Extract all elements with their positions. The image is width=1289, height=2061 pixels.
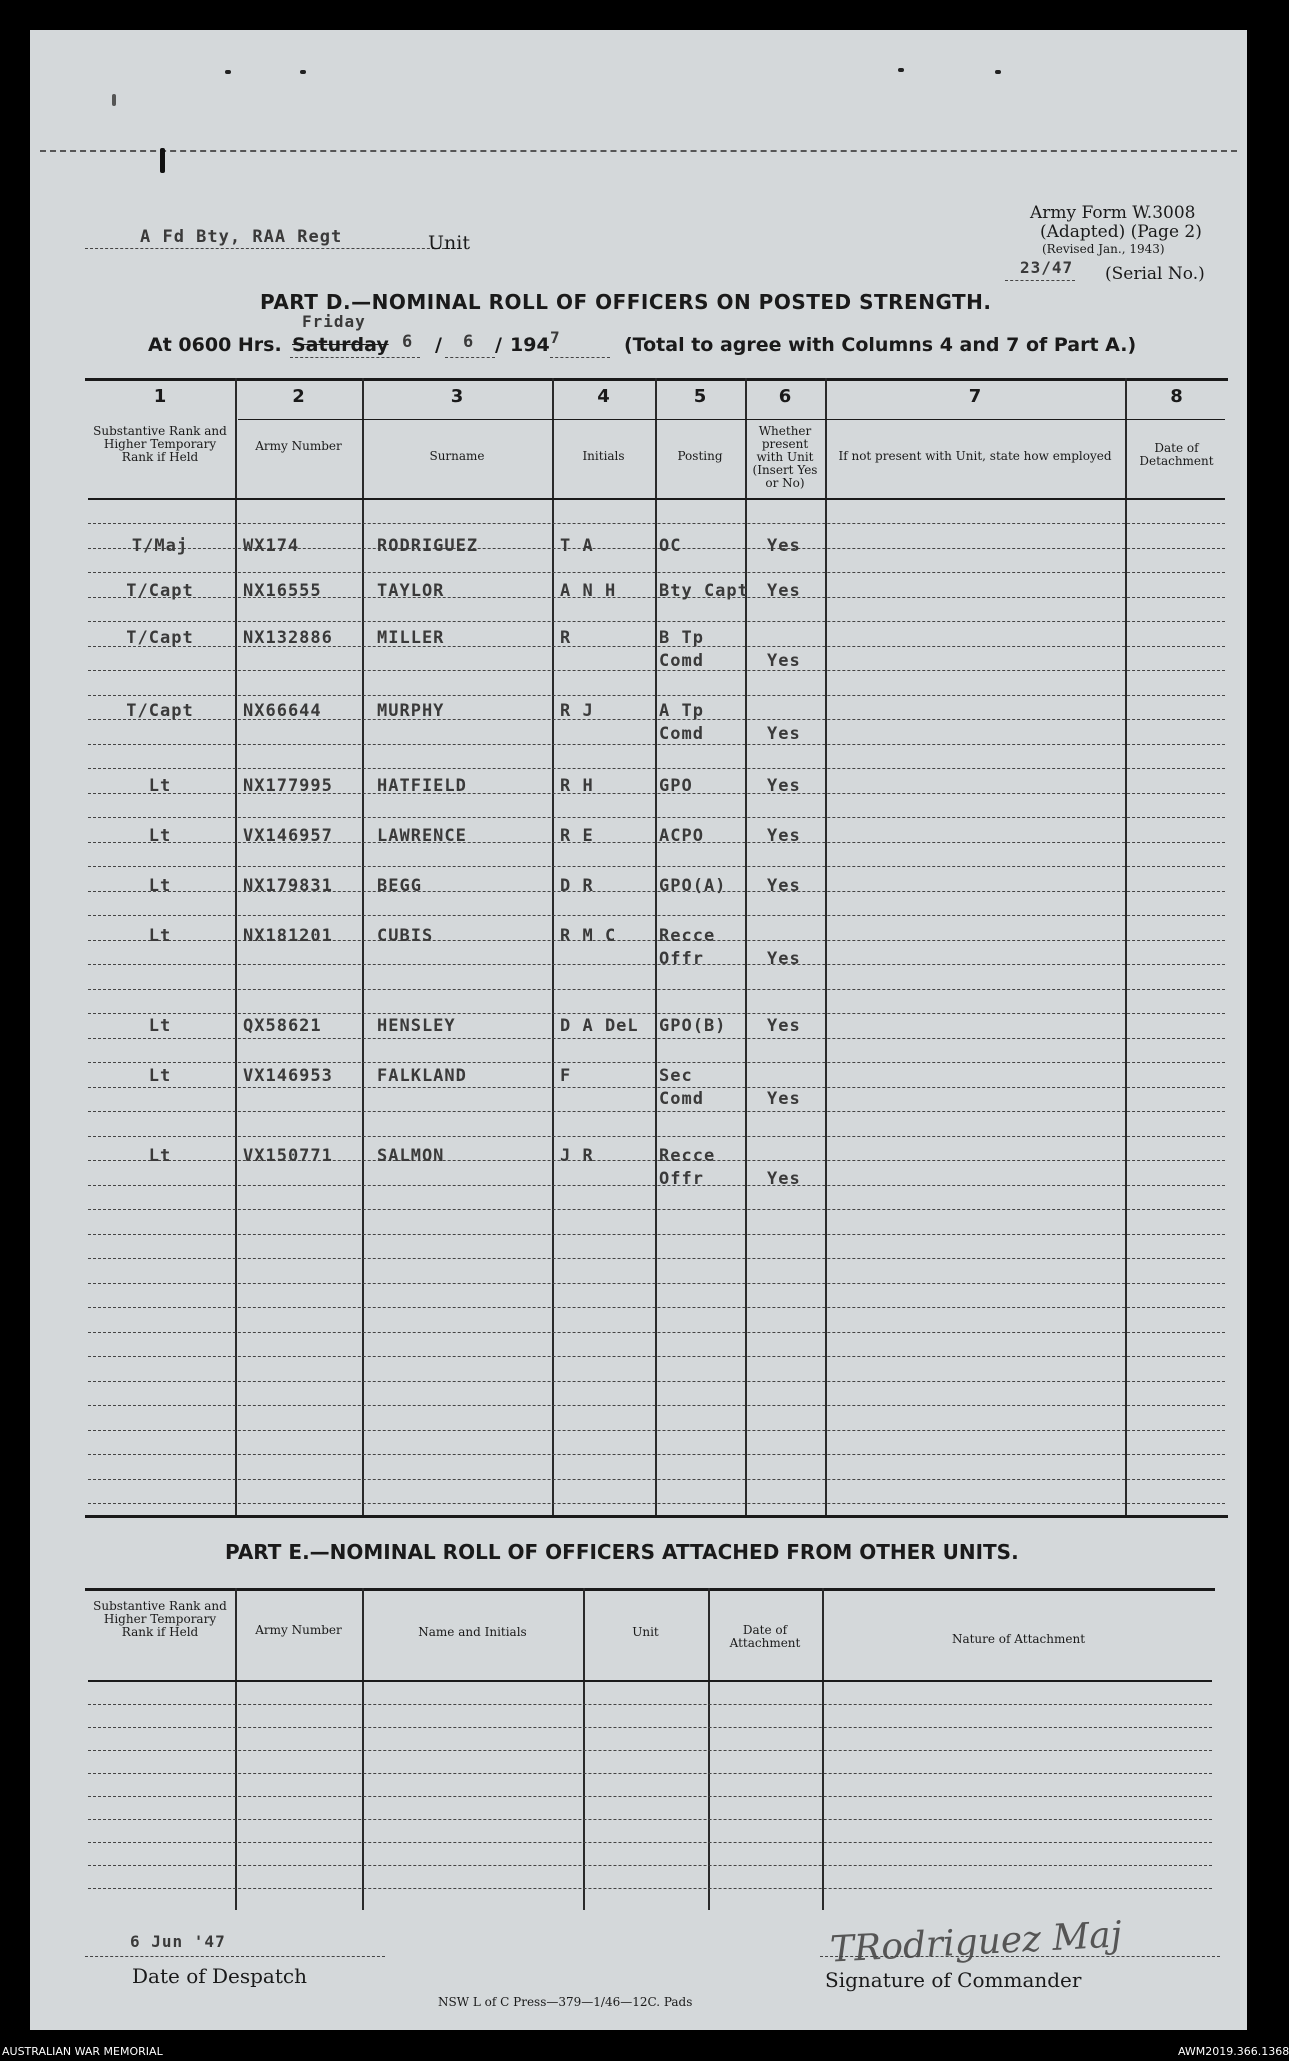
ruled-line xyxy=(88,670,1225,671)
ruled-line xyxy=(88,1865,1212,1866)
ruled-line xyxy=(88,1209,1225,1210)
cell-surname: CUBIS xyxy=(377,926,434,946)
year-underline xyxy=(550,357,610,358)
column-number: 2 xyxy=(292,386,305,407)
column-number: 1 xyxy=(153,386,167,407)
ruled-line xyxy=(88,915,1225,916)
cell-surname: RODRIGUEZ xyxy=(377,536,479,556)
column-divider xyxy=(583,1588,585,1910)
ruled-line xyxy=(88,1111,1225,1112)
part-e-title: PART E.—NOMINAL ROLL OF OFFICERS ATTACHED FROM OTHER UNITS. xyxy=(225,1540,1019,1564)
cell-posting-line2: Offr xyxy=(659,949,704,969)
cell-posting: Recce xyxy=(659,926,716,946)
column-header: Name and Initials xyxy=(418,1625,527,1639)
ruled-line xyxy=(88,989,1225,990)
ruled-line xyxy=(88,1356,1225,1357)
ruled-line xyxy=(88,1062,1225,1063)
ruled-line xyxy=(88,1013,1225,1014)
cell-posting: B Tp xyxy=(659,628,704,648)
ruled-line xyxy=(88,1234,1225,1235)
despatch-underline xyxy=(85,1956,385,1957)
cell-initials: A N H xyxy=(560,581,617,601)
cell-army-number: NX16555 xyxy=(243,581,322,601)
ruled-line xyxy=(88,1704,1212,1705)
table-top-rule xyxy=(85,378,1228,381)
cell-rank: Lt xyxy=(148,876,172,896)
caption-left: AUSTRALIAN WAR MEMORIAL xyxy=(2,2045,163,2058)
cell-rank: T/Capt xyxy=(126,701,194,721)
ruled-line xyxy=(88,1796,1212,1797)
form-name: Army Form W.3008 xyxy=(1030,203,1196,223)
ruled-line xyxy=(88,866,1225,867)
day-crossed: Saturday xyxy=(292,334,389,356)
cell-army-number: NX177995 xyxy=(243,776,333,796)
form-revised: (Revised Jan., 1943) xyxy=(1042,242,1165,256)
cell-initials: D R xyxy=(560,876,594,896)
ruled-line xyxy=(88,1258,1225,1259)
unit-label: Unit xyxy=(428,232,470,254)
cell-surname: HATFIELD xyxy=(377,776,467,796)
ruled-line xyxy=(88,1773,1212,1774)
cell-initials: R J xyxy=(560,701,594,721)
serial-underline xyxy=(1005,280,1075,281)
unit-value: A Fd Bty, RAA Regt xyxy=(140,227,343,247)
column-number: 6 xyxy=(778,386,792,407)
date-day: 6 xyxy=(402,332,414,352)
column-header: Initials xyxy=(582,449,625,463)
cell-army-number: WX174 xyxy=(243,536,300,556)
ruled-line xyxy=(88,1503,1225,1504)
cell-present: Yes xyxy=(767,876,801,896)
column-divider xyxy=(235,1588,237,1910)
column-header: Posting xyxy=(677,449,723,463)
cell-rank: Lt xyxy=(148,926,172,946)
cell-initials: R E xyxy=(560,826,594,846)
cell-present: Yes xyxy=(767,1089,801,1109)
cell-surname: LAWRENCE xyxy=(377,826,467,846)
cell-posting-line2: Comd xyxy=(659,651,704,671)
ruled-line xyxy=(88,1185,1225,1186)
cell-surname: TAYLOR xyxy=(377,581,445,601)
ruled-line xyxy=(88,768,1225,769)
ruled-line xyxy=(88,1430,1225,1431)
ruled-line xyxy=(88,1087,1225,1088)
serial-label: (Serial No.) xyxy=(1105,264,1205,284)
cell-present: Yes xyxy=(767,949,801,969)
date-slash: / xyxy=(495,334,502,356)
cell-rank: Lt xyxy=(148,826,172,846)
cell-initials: J R xyxy=(560,1146,594,1166)
cell-posting: Sec xyxy=(659,1066,693,1086)
column-header: Substantive Rank and Higher Temporary Rank if Held xyxy=(93,424,227,464)
date-year-suffix: 7 xyxy=(550,328,561,347)
day-underline xyxy=(290,357,420,358)
form-page xyxy=(30,30,1247,2030)
staple-mark xyxy=(225,70,231,74)
cell-present: Yes xyxy=(767,724,801,744)
cell-army-number: VX146957 xyxy=(243,826,333,846)
ruled-line xyxy=(88,1381,1225,1382)
ink-mark xyxy=(112,94,116,106)
column-header: Nature of Attachment xyxy=(951,1632,1086,1646)
ruled-line xyxy=(88,1283,1225,1284)
despatch-label: Date of Despatch xyxy=(132,1964,307,1988)
column-header: Whether present with Unit (Insert Yes or No) xyxy=(752,424,818,490)
date-year-prefix: 194 xyxy=(510,334,550,356)
staple-mark xyxy=(995,70,1001,74)
cell-initials: R M C xyxy=(560,926,617,946)
ruled-line xyxy=(88,744,1225,745)
column-divider xyxy=(822,1588,824,1910)
ruled-line xyxy=(88,1307,1225,1308)
ruled-line xyxy=(88,1136,1225,1137)
unit-underline xyxy=(85,248,450,249)
ruled-line xyxy=(88,817,1225,818)
ruled-line xyxy=(88,964,1225,965)
column-divider xyxy=(362,1588,364,1910)
cell-initials: T A xyxy=(560,536,594,556)
cell-present: Yes xyxy=(767,536,801,556)
at-label: At 0600 Hrs. xyxy=(148,334,282,356)
cell-initials: R xyxy=(560,628,572,648)
form-adapted: (Adapted) (Page 2) xyxy=(1040,222,1202,242)
column-header: If not present with Unit, state how employed xyxy=(838,449,1112,463)
column-header: Surname xyxy=(429,449,485,463)
cell-posting: OC xyxy=(659,536,682,556)
despatch-value: 6 Jun '47 xyxy=(130,1932,226,1951)
cell-army-number: VX150771 xyxy=(243,1146,333,1166)
cell-rank: T/Capt xyxy=(126,581,194,601)
ink-mark xyxy=(160,148,165,173)
cell-posting-line2: Comd xyxy=(659,724,704,744)
header-rule xyxy=(238,419,1225,420)
cell-posting: Bty Capt xyxy=(659,581,749,601)
cell-posting: A Tp xyxy=(659,701,704,721)
cell-rank: Lt xyxy=(148,1016,172,1036)
cell-posting: ACPO xyxy=(659,826,704,846)
cell-present: Yes xyxy=(767,1016,801,1036)
cell-surname: SALMON xyxy=(377,1146,445,1166)
serial-value: 23/47 xyxy=(1020,258,1074,277)
column-number: 3 xyxy=(450,386,464,407)
cell-army-number: NX179831 xyxy=(243,876,333,896)
date-slash: / xyxy=(435,334,442,356)
header-bottom-rule xyxy=(88,1680,1212,1682)
signature-underline xyxy=(820,1956,1220,1957)
cell-posting-line2: Comd xyxy=(659,1089,704,1109)
table-top-rule xyxy=(85,1588,1215,1591)
cell-posting: Recce xyxy=(659,1146,716,1166)
cell-present: Yes xyxy=(767,826,801,846)
column-divider xyxy=(708,1588,710,1910)
ruled-line xyxy=(88,1454,1225,1455)
cell-rank: T/Capt xyxy=(126,628,194,648)
ruled-line xyxy=(88,1038,1225,1039)
cell-rank: Lt xyxy=(148,1066,172,1086)
cell-initials: D A DeL xyxy=(560,1016,639,1036)
staple-mark xyxy=(898,68,904,72)
day-typed: Friday xyxy=(302,312,366,331)
cell-posting: GPO(B) xyxy=(659,1016,727,1036)
press-note: NSW L of C Press—379—1/46—12C. Pads xyxy=(438,1995,693,2009)
cell-rank: T/Maj xyxy=(131,536,189,556)
ruled-line xyxy=(88,695,1225,696)
perforation-line xyxy=(40,150,1237,152)
header-bottom-rule xyxy=(88,498,1225,500)
total-note: (Total to agree with Columns 4 and 7 of Part A.) xyxy=(624,334,1137,356)
ruled-line xyxy=(88,621,1225,622)
column-header: Date of Attachment xyxy=(729,1623,801,1650)
commander-signature: TRodriguez Maj xyxy=(829,1914,1123,1971)
cell-present: Yes xyxy=(767,776,801,796)
column-header: Army Number xyxy=(255,1623,342,1637)
column-number: 5 xyxy=(693,386,707,407)
date-month: 6 xyxy=(463,332,475,352)
column-header: Army Number xyxy=(255,439,342,453)
ruled-line xyxy=(88,1888,1212,1889)
cell-army-number: NX132886 xyxy=(243,628,333,648)
cell-initials: F xyxy=(560,1066,572,1086)
cell-army-number: VX146953 xyxy=(243,1066,333,1086)
cell-surname: MURPHY xyxy=(377,701,445,721)
cell-present: Yes xyxy=(767,1169,801,1189)
column-header: Unit xyxy=(632,1625,659,1639)
ruled-line xyxy=(88,1727,1212,1728)
column-number: 8 xyxy=(1170,386,1183,407)
cell-surname: MILLER xyxy=(377,628,445,648)
ruled-line xyxy=(88,1842,1212,1843)
cell-initials: R H xyxy=(560,776,594,796)
column-header: Date of Detachment xyxy=(1139,441,1214,468)
cell-posting: GPO(A) xyxy=(659,876,727,896)
staple-mark xyxy=(300,70,306,74)
ruled-line xyxy=(88,1332,1225,1333)
cell-army-number: NX66644 xyxy=(243,701,322,721)
cell-posting-line2: Offr xyxy=(659,1169,704,1189)
column-header: Substantive Rank and Higher Temporary Rank if Held xyxy=(93,1599,227,1639)
signature-label: Signature of Commander xyxy=(825,1968,1082,1992)
cell-rank: Lt xyxy=(148,1146,172,1166)
ruled-line xyxy=(88,1750,1212,1751)
cell-army-number: NX181201 xyxy=(243,926,333,946)
table-bottom-rule xyxy=(85,1515,1228,1518)
month-underline xyxy=(445,357,495,358)
cell-posting: GPO xyxy=(659,776,693,796)
ruled-line xyxy=(88,523,1225,524)
cell-present: Yes xyxy=(767,651,801,671)
cell-army-number: QX58621 xyxy=(243,1016,322,1036)
column-number: 4 xyxy=(597,386,610,407)
cell-surname: BEGG xyxy=(377,876,422,896)
caption-right: AWM2019.366.1368 xyxy=(1178,2045,1289,2058)
cell-surname: FALKLAND xyxy=(377,1066,467,1086)
cell-rank: Lt xyxy=(148,776,172,796)
part-d-title: PART D.—NOMINAL ROLL OF OFFICERS ON POSTED STRENGTH. xyxy=(260,290,992,314)
cell-present: Yes xyxy=(767,581,801,601)
cell-surname: HENSLEY xyxy=(377,1016,456,1036)
ruled-line xyxy=(88,1405,1225,1406)
ruled-line xyxy=(88,1819,1212,1820)
ruled-line xyxy=(88,1479,1225,1480)
column-number: 7 xyxy=(968,386,982,407)
ruled-line xyxy=(88,572,1225,573)
